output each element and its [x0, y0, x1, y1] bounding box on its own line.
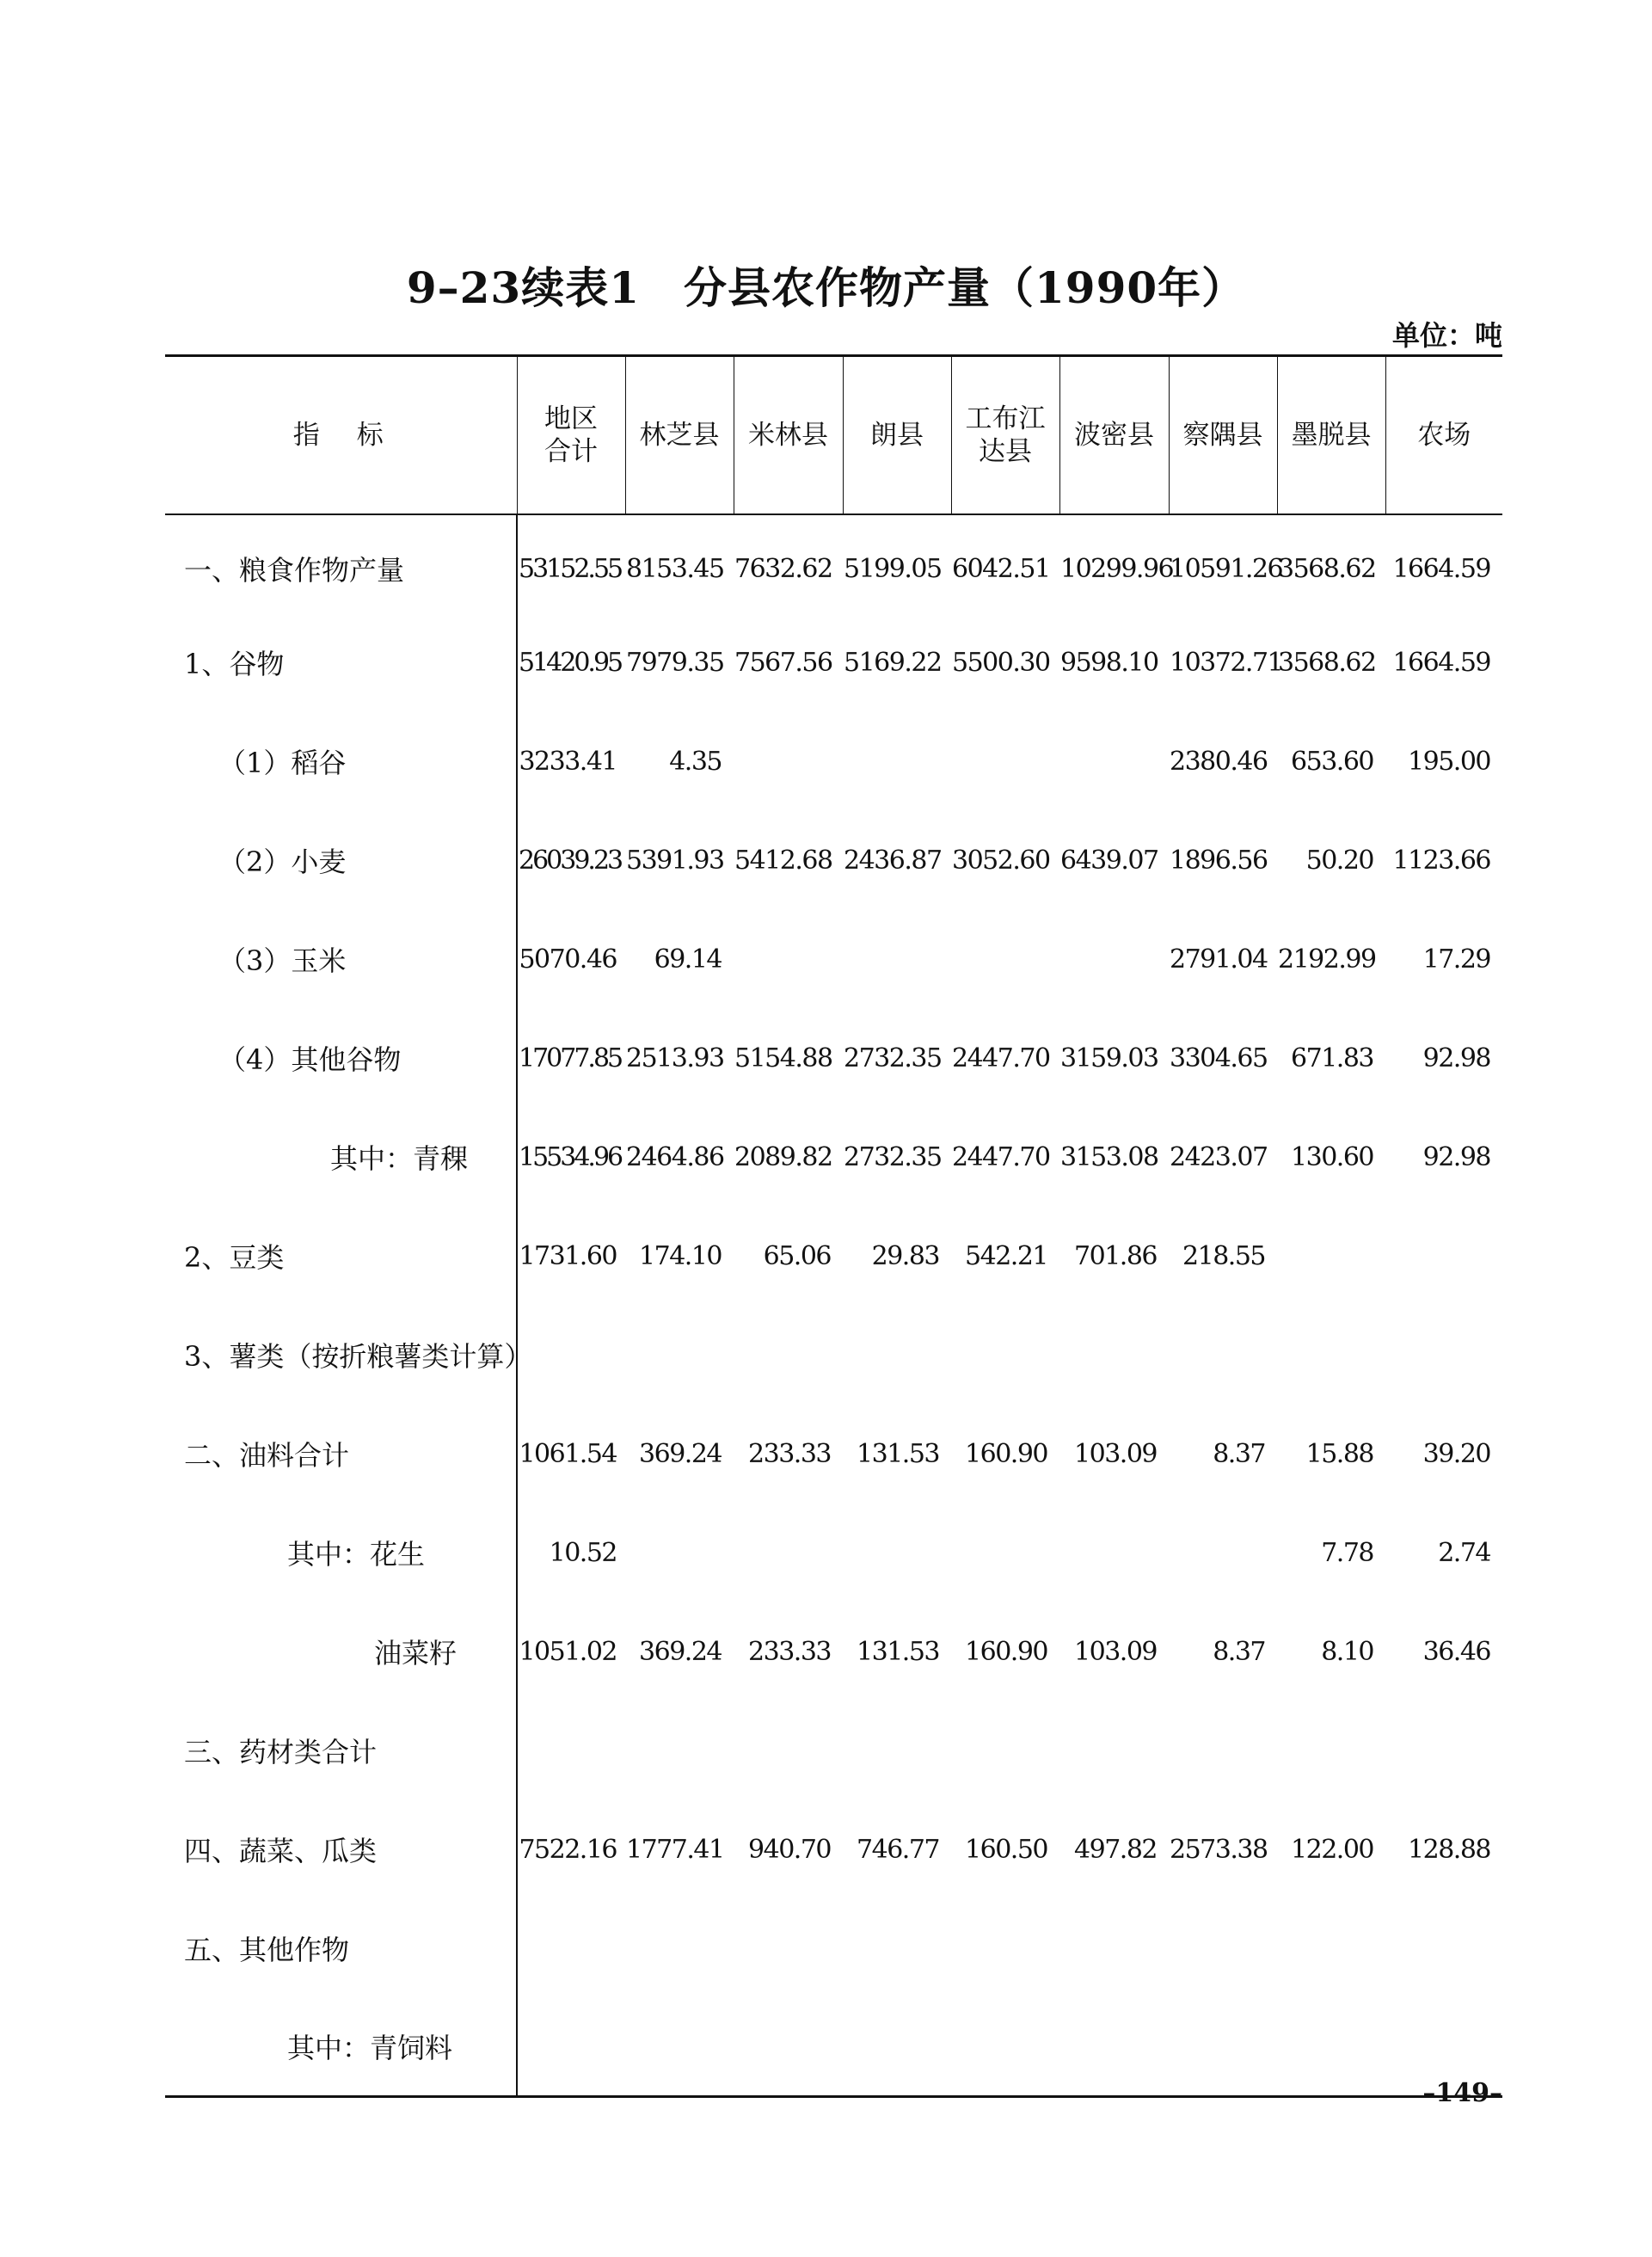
value-cell: 369.24: [639, 1636, 722, 1667]
value-cell: 1061.54: [517, 1405, 625, 1504]
value-cell: 2423.07: [1170, 1141, 1268, 1172]
value-cell: 69.14: [654, 944, 722, 975]
value-cell: [951, 1701, 1059, 1800]
page-title: 9–23续表1 分县农作物产量（1990年）: [406, 262, 1246, 313]
value-cell: 9598.10: [1060, 647, 1158, 678]
value-cell: 497.82: [1074, 1834, 1157, 1865]
row-label: 一、粮食作物产量: [184, 554, 405, 587]
row-label: 四、蔬菜、瓜类: [184, 1835, 378, 1867]
value-cell: 1896.56: [1170, 845, 1268, 876]
header-nyingchi: 林芝县: [625, 356, 734, 514]
value-cell: 7567.56: [734, 647, 832, 678]
table-row: [165, 1800, 1502, 1899]
row-label: 1、谷物: [184, 648, 285, 680]
value-cell: 160.90: [965, 1636, 1047, 1667]
value-cell: 3568.62: [1278, 647, 1376, 678]
value-cell: 15.88: [1305, 1438, 1373, 1469]
header-bomi: 波密县: [1059, 356, 1169, 514]
value-cell: [1277, 1899, 1385, 1998]
value-cell: [1059, 1306, 1169, 1405]
value-cell: [1059, 1701, 1169, 1800]
value-cell: 8153.45: [626, 553, 724, 584]
value-cell: 15534.96: [517, 1108, 625, 1207]
value-cell: 701.86: [1074, 1240, 1157, 1271]
value-cell: [625, 1504, 734, 1602]
table-body: [165, 514, 1502, 2097]
value-cell: [734, 1306, 843, 1405]
table-row: [165, 910, 1502, 1009]
value-cell: [951, 1306, 1059, 1405]
value-cell: 1777.41: [626, 1834, 724, 1865]
table-row: [165, 1602, 1502, 1701]
value-cell: [843, 1899, 951, 1998]
value-cell: 3159.03: [1060, 1042, 1158, 1073]
value-cell: 8.37: [1213, 1438, 1265, 1469]
value-cell: [1385, 1899, 1502, 1998]
value-cell: 5154.88: [734, 1042, 832, 1073]
value-cell: 2513.93: [626, 1042, 724, 1073]
value-cell: [1385, 1306, 1502, 1405]
value-cell: 2089.82: [734, 1141, 832, 1172]
table-row: [165, 1504, 1502, 1602]
value-cell: 2464.86: [626, 1141, 724, 1172]
value-cell: 2436.87: [844, 845, 942, 876]
value-cell: 3233.41: [517, 712, 625, 811]
value-cell: 1051.02: [517, 1602, 625, 1701]
value-cell: 218.55: [1182, 1240, 1265, 1271]
value-cell: 103.09: [1074, 1636, 1157, 1667]
value-cell: 5412.68: [734, 845, 832, 876]
crop-production-table: [165, 354, 1502, 2098]
value-cell: 8.10: [1321, 1636, 1373, 1667]
value-cell: [517, 1899, 625, 1998]
header-farm: 农场: [1385, 356, 1502, 514]
value-cell: [1385, 1207, 1502, 1306]
value-cell: [1169, 1306, 1277, 1405]
value-cell: 1664.59: [1392, 647, 1490, 678]
value-cell: [951, 1998, 1059, 2097]
value-cell: 195.00: [1408, 746, 1490, 777]
table-row: [165, 1306, 1502, 1405]
value-cell: 103.09: [1074, 1438, 1157, 1469]
value-cell: 53152.55: [517, 514, 625, 613]
value-cell: 233.33: [748, 1636, 831, 1667]
table-row: [165, 613, 1502, 712]
value-cell: [1169, 1998, 1277, 2097]
row-label: 其中：花生: [287, 1538, 426, 1571]
header-medog: 墨脱县: [1277, 356, 1385, 514]
value-cell: 17077.85: [517, 1009, 625, 1108]
value-cell: 3153.08: [1060, 1141, 1158, 1172]
header-row: [165, 356, 1502, 514]
value-cell: 2732.35: [844, 1141, 942, 1172]
value-cell: 1123.66: [1392, 845, 1490, 876]
value-cell: [1059, 712, 1169, 811]
value-cell: 7979.35: [626, 647, 724, 678]
value-cell: 7632.62: [734, 553, 832, 584]
value-cell: 746.77: [857, 1834, 939, 1865]
row-label: 其中：青饲料: [165, 1998, 517, 2097]
value-cell: 50.20: [1305, 845, 1373, 876]
value-cell: [1277, 1306, 1385, 1405]
table-row: [165, 1207, 1502, 1306]
value-cell: 131.53: [857, 1438, 939, 1469]
table-row: [165, 712, 1502, 811]
value-cell: 39.20: [1422, 1438, 1490, 1469]
header-region-total: 地区 合计: [517, 356, 625, 514]
header-indicator: 指 标: [165, 356, 517, 514]
value-cell: 10591.26: [1170, 553, 1283, 584]
value-cell: [625, 1306, 734, 1405]
value-cell: 5500.30: [952, 647, 1050, 678]
row-label: 3、薯类（按折粮薯类计算）: [184, 1340, 532, 1373]
value-cell: [734, 1998, 843, 2097]
value-cell: 3568.62: [1278, 553, 1376, 584]
value-cell: [843, 1701, 951, 1800]
row-label: （2）小麦: [218, 846, 347, 878]
value-cell: [1277, 1701, 1385, 1800]
value-cell: 6439.07: [1060, 845, 1158, 876]
header-gongbo-gyamda: 工布江 达县: [951, 356, 1059, 514]
value-cell: 29.83: [871, 1240, 939, 1271]
table-row: [165, 1108, 1502, 1207]
value-cell: [843, 712, 951, 811]
value-cell: 8.37: [1213, 1636, 1265, 1667]
value-cell: 5199.05: [844, 553, 942, 584]
value-cell: 92.98: [1422, 1141, 1490, 1172]
table-row: [165, 1009, 1502, 1108]
value-cell: 5169.22: [844, 647, 942, 678]
value-cell: [951, 910, 1059, 1009]
value-cell: 4.35: [669, 746, 722, 777]
row-label: 其中：青稞: [330, 1142, 469, 1175]
value-cell: [1169, 1701, 1277, 1800]
value-cell: [517, 1998, 625, 2097]
value-cell: [625, 1899, 734, 1998]
value-cell: 2447.70: [952, 1141, 1050, 1172]
value-cell: 7522.16: [517, 1800, 625, 1899]
value-cell: [951, 1504, 1059, 1602]
value-cell: [843, 910, 951, 1009]
table-row: [165, 514, 1502, 613]
value-cell: 160.90: [965, 1438, 1047, 1469]
value-cell: 1664.59: [1392, 553, 1490, 584]
row-label: 油菜籽: [374, 1637, 458, 1670]
value-cell: 26039.23: [517, 811, 625, 910]
value-cell: 3052.60: [952, 845, 1050, 876]
value-cell: 2447.70: [952, 1042, 1050, 1073]
table-row: [165, 1998, 1502, 2097]
value-cell: 2192.99: [1278, 944, 1376, 975]
value-cell: 2.74: [1438, 1537, 1490, 1568]
value-cell: 5391.93: [626, 845, 724, 876]
value-cell: 542.21: [965, 1240, 1047, 1271]
value-cell: [734, 1504, 843, 1602]
value-cell: [1277, 1207, 1385, 1306]
value-cell: [625, 1701, 734, 1800]
table-row: [165, 811, 1502, 910]
value-cell: [1059, 1504, 1169, 1602]
value-cell: 128.88: [1408, 1834, 1490, 1865]
table-row: [165, 1405, 1502, 1504]
value-cell: [734, 1899, 843, 1998]
value-cell: [843, 1504, 951, 1602]
value-cell: 10372.71: [1170, 647, 1283, 678]
value-cell: [734, 712, 843, 811]
table-header: [165, 356, 1502, 514]
value-cell: 122.00: [1291, 1834, 1373, 1865]
value-cell: [734, 1701, 843, 1800]
value-cell: [517, 1306, 625, 1405]
value-cell: 1731.60: [517, 1207, 625, 1306]
row-label: （3）玉米: [218, 944, 347, 977]
header-lang: 朗县: [843, 356, 951, 514]
row-label: 2、豆类: [184, 1241, 285, 1274]
value-cell: [1059, 910, 1169, 1009]
value-cell: 2791.04: [1170, 944, 1268, 975]
value-cell: [734, 910, 843, 1009]
value-cell: 160.50: [965, 1834, 1047, 1865]
value-cell: 174.10: [639, 1240, 722, 1271]
value-cell: 2732.35: [844, 1042, 942, 1073]
header-mainling: 米林县: [734, 356, 843, 514]
value-cell: 233.33: [748, 1438, 831, 1469]
value-cell: [1385, 1701, 1502, 1800]
value-cell: [625, 1998, 734, 2097]
value-cell: 92.98: [1422, 1042, 1490, 1073]
value-cell: [1169, 1899, 1277, 1998]
value-cell: [1277, 1998, 1385, 2097]
unit-label: 单位：吨: [1391, 319, 1502, 352]
value-cell: [951, 1899, 1059, 1998]
value-cell: 2573.38: [1170, 1834, 1268, 1865]
value-cell: 7.78: [1321, 1537, 1373, 1568]
value-cell: 130.60: [1291, 1141, 1373, 1172]
header-zayu: 察隅县: [1169, 356, 1277, 514]
value-cell: [517, 1701, 625, 1800]
value-cell: [843, 1998, 951, 2097]
value-cell: [1059, 1998, 1169, 2097]
table-row: [165, 1899, 1502, 1998]
value-cell: 940.70: [748, 1834, 831, 1865]
value-cell: [1059, 1899, 1169, 1998]
value-cell: 6042.51: [952, 553, 1050, 584]
row-label: （4）其他谷物: [218, 1043, 402, 1076]
row-label: （1）稻谷: [218, 747, 347, 779]
row-label: 五、其他作物: [184, 1934, 350, 1966]
value-cell: 51420.95: [517, 613, 625, 712]
value-cell: 36.46: [1422, 1636, 1490, 1667]
value-cell: 17.29: [1422, 944, 1490, 975]
value-cell: 3304.65: [1170, 1042, 1268, 1073]
value-cell: 653.60: [1291, 746, 1373, 777]
value-cell: [843, 1306, 951, 1405]
value-cell: 369.24: [639, 1438, 722, 1469]
value-cell: [1169, 1504, 1277, 1602]
table-row: [165, 1701, 1502, 1800]
value-cell: 5070.46: [517, 910, 625, 1009]
value-cell: 65.06: [763, 1240, 831, 1271]
value-cell: 131.53: [857, 1636, 939, 1667]
page-number: –149–: [1422, 2078, 1502, 2108]
value-cell: 671.83: [1291, 1042, 1373, 1073]
row-label: 三、药材类合计: [184, 1736, 378, 1768]
value-cell: 10.52: [517, 1504, 625, 1602]
value-cell: 2380.46: [1170, 746, 1268, 777]
value-cell: [951, 712, 1059, 811]
value-cell: 10299.96: [1060, 553, 1174, 584]
row-label: 二、油料合计: [184, 1439, 350, 1472]
